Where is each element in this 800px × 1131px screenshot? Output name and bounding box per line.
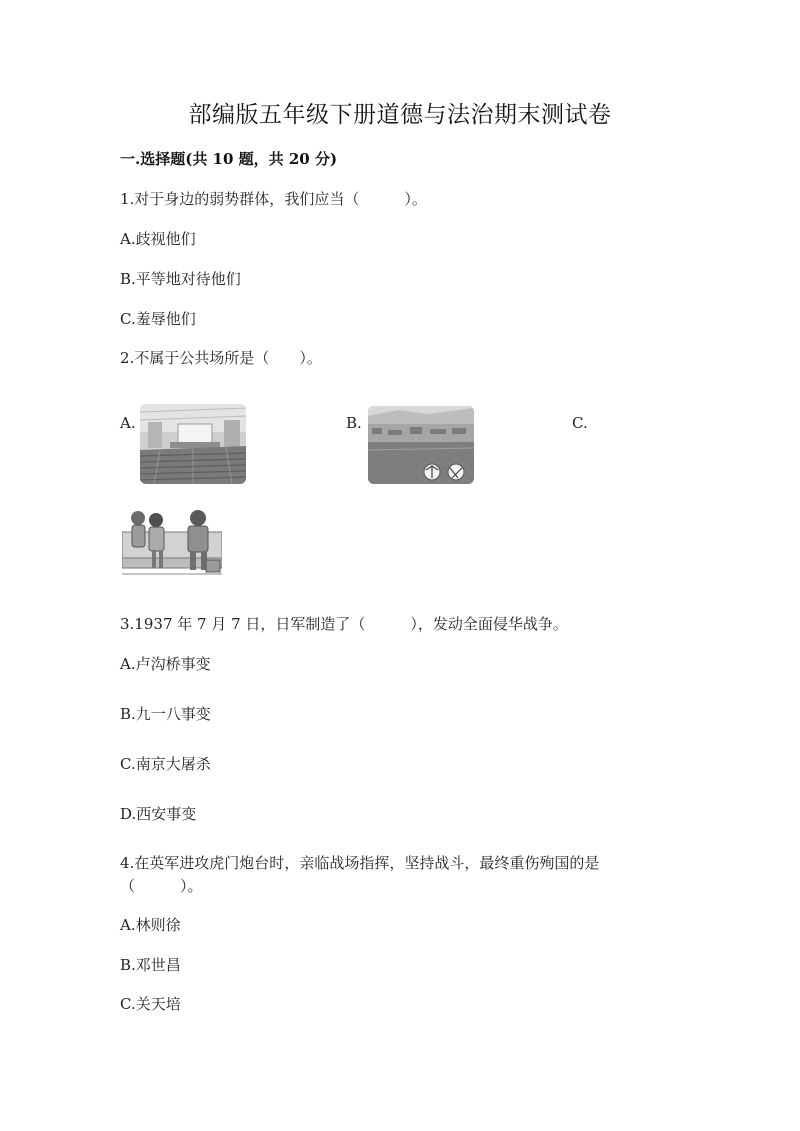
question-2-stem: 2.不属于公共场所是（ ）。 [120,349,322,367]
question-3-option-c: C.南京大屠杀 [120,755,211,773]
question-4-option-a: A.林则徐 [120,916,181,934]
stadium-image [368,406,474,484]
question-3-option-d: D.西安事变 [120,805,197,823]
question-1-option-c: C.羞辱他们 [120,310,196,328]
question-4-option-c: C.关天培 [120,995,181,1013]
question-4-stem-line-2: （ ）。 [120,877,203,895]
question-2-option-c: C. [572,414,588,432]
question-2-option-a: A. [120,414,136,432]
question-1-option-b: B.平等地对待他们 [120,270,241,288]
question-3-option-b: B.九一八事变 [120,705,211,723]
question-4-option-b: B.邓世昌 [120,956,181,974]
family-living-room-image [122,502,222,580]
question-1-option-a: A.歧视他们 [120,230,196,248]
page-title: 部编版五年级下册道德与法治期末测试卷 [188,102,612,128]
question-3-option-a: A.卢沟桥事变 [120,655,211,673]
auditorium-image [140,404,246,484]
question-4-stem-line-1: 4.在英军进攻虎门炮台时，亲临战场指挥，坚持战斗，最终重伤殉国的是 [120,854,600,872]
question-2-option-b: B. [346,414,362,432]
section-heading: 一.选择题(共 10 题，共 20 分) [120,150,338,168]
question-3-stem: 3.1937 年 7 月 7 日，日军制造了（ ），发动全面侵华战争。 [120,615,568,633]
question-1-stem: 1.对于身边的弱势群体，我们应当（ ）。 [120,190,427,208]
